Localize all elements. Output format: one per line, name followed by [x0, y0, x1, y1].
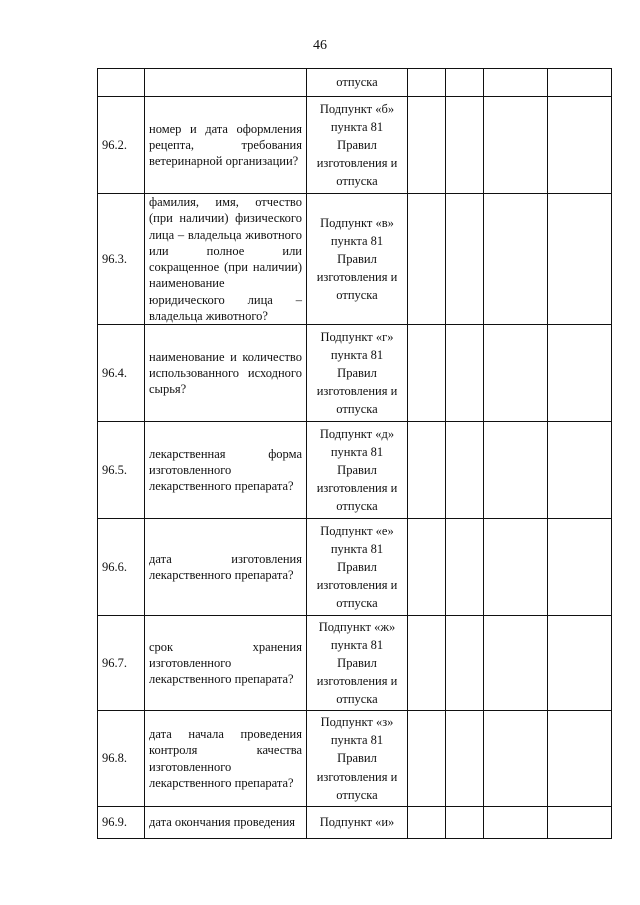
answer-na-cell[interactable]	[484, 422, 548, 519]
answer-no-cell[interactable]	[446, 194, 484, 325]
answer-yes-cell[interactable]	[408, 422, 446, 519]
answer-yes-cell[interactable]	[408, 97, 446, 194]
answer-yes-cell[interactable]	[408, 325, 446, 422]
table-row	[98, 69, 612, 97]
requirement-reference: Подпункт «б» пункта 81 Правил изготовления и отпуска	[307, 97, 408, 194]
table-row	[98, 325, 612, 422]
answer-no-cell[interactable]	[446, 807, 484, 839]
answer-no-cell[interactable]	[446, 711, 484, 807]
requirement-reference: Подпункт «з» пункта 81 Правил изготовления и отпуска	[307, 711, 408, 807]
item-number: 96.3.	[98, 194, 145, 325]
answer-na-cell[interactable]	[484, 519, 548, 616]
item-number: 96.4.	[98, 325, 145, 422]
page-number: 46	[313, 38, 327, 53]
answer-no-cell[interactable]	[446, 325, 484, 422]
table-row	[98, 807, 612, 839]
answer-yes-cell[interactable]	[408, 616, 446, 711]
checklist-table	[97, 68, 612, 839]
answer-na-cell[interactable]	[484, 807, 548, 839]
table-row	[98, 422, 612, 519]
requirement-reference: Подпункт «д» пункта 81 Правил изготовления и отпуска	[307, 422, 408, 519]
table-row	[98, 711, 612, 807]
requirement-reference: Подпункт «и»	[307, 807, 408, 839]
item-number: 96.9.	[98, 807, 145, 839]
question-text: дата изготовления лекарственного препарата?	[145, 519, 307, 616]
question-text: наименование и количество использованного исходного сырья?	[145, 325, 307, 422]
answer-yes-cell[interactable]	[408, 194, 446, 325]
question-text: дата окончания проведения	[145, 807, 307, 839]
item-number	[98, 69, 145, 97]
notes-cell[interactable]	[548, 325, 612, 422]
answer-na-cell[interactable]	[484, 97, 548, 194]
answer-yes-cell[interactable]	[408, 807, 446, 839]
notes-cell[interactable]	[548, 519, 612, 616]
notes-cell[interactable]	[548, 807, 612, 839]
answer-na-cell[interactable]	[484, 194, 548, 325]
table-row	[98, 519, 612, 616]
table-row	[98, 194, 612, 325]
answer-na-cell[interactable]	[484, 616, 548, 711]
answer-yes-cell[interactable]	[408, 711, 446, 807]
question-text: лекарственная форма изготовленного лекарственного препарата?	[145, 422, 307, 519]
answer-no-cell[interactable]	[446, 519, 484, 616]
question-text: дата начала проведения контроля качества изготовленного лекарственного препарата?	[145, 711, 307, 807]
answer-no-cell[interactable]	[446, 616, 484, 711]
question-text: срок хранения изготовленного лекарственного препарата?	[145, 616, 307, 711]
notes-cell[interactable]	[548, 97, 612, 194]
question-text: номер и дата оформления рецепта, требования ветеринарной организации?	[145, 97, 307, 194]
answer-yes-cell[interactable]	[408, 519, 446, 616]
requirement-reference: Подпункт «в» пункта 81 Правил изготовления и отпуска	[307, 194, 408, 325]
answer-no-cell[interactable]	[446, 97, 484, 194]
requirement-reference: Подпункт «г» пункта 81 Правил изготовления и отпуска	[307, 325, 408, 422]
requirement-reference: Подпункт «е» пункта 81 Правил изготовления и отпуска	[307, 519, 408, 616]
notes-cell[interactable]	[548, 422, 612, 519]
item-number: 96.8.	[98, 711, 145, 807]
question-text: фамилия, имя, отчество (при наличии) физического лица – владельца животного или полное или сокращенное (при наличии) наименование юридического лица – владельца животного?	[145, 194, 307, 325]
notes-cell[interactable]	[548, 616, 612, 711]
answer-no-cell[interactable]	[446, 69, 484, 97]
answer-na-cell[interactable]	[484, 69, 548, 97]
answer-na-cell[interactable]	[484, 711, 548, 807]
table-row	[98, 616, 612, 711]
answer-yes-cell[interactable]	[408, 69, 446, 97]
item-number: 96.7.	[98, 616, 145, 711]
table-row	[98, 97, 612, 194]
notes-cell[interactable]	[548, 69, 612, 97]
answer-na-cell[interactable]	[484, 325, 548, 422]
notes-cell[interactable]	[548, 711, 612, 807]
requirement-reference: Подпункт «ж» пункта 81 Правил изготовления и отпуска	[307, 616, 408, 711]
item-number: 96.5.	[98, 422, 145, 519]
question-text	[145, 69, 307, 97]
requirement-reference: отпуска	[307, 69, 408, 97]
notes-cell[interactable]	[548, 194, 612, 325]
item-number: 96.6.	[98, 519, 145, 616]
answer-no-cell[interactable]	[446, 422, 484, 519]
item-number: 96.2.	[98, 97, 145, 194]
